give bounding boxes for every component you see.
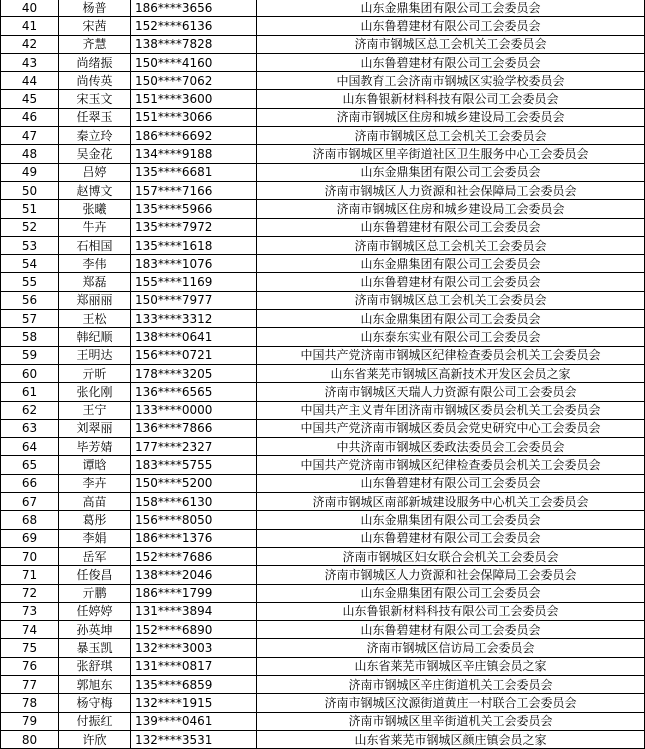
organization-cell: 中国共产党济南市钢城区纪律检查委员会机关工会委员会 <box>257 456 645 474</box>
phone-cell: 183****5755 <box>131 456 257 474</box>
member-name-cell: 石相国 <box>59 236 131 254</box>
member-name-cell: 宋玉文 <box>59 90 131 108</box>
row-index-cell: 62 <box>1 401 59 419</box>
table-row <box>1 639 645 657</box>
phone-cell: 177****2327 <box>131 438 257 456</box>
row-index-cell: 66 <box>1 474 59 492</box>
table-row <box>1 291 645 309</box>
organization-cell: 山东鲁碧建材有限公司工会委员会 <box>257 273 645 291</box>
row-index-cell: 63 <box>1 419 59 437</box>
table-row <box>1 547 645 565</box>
phone-cell: 152****6890 <box>131 621 257 639</box>
member-name-cell: 牛卉 <box>59 218 131 236</box>
organization-cell: 山东鲁银新材料科技有限公司工会委员会 <box>257 602 645 620</box>
organization-cell: 山东鲁碧建材有限公司工会委员会 <box>257 621 645 639</box>
member-name-cell: 吕婷 <box>59 163 131 181</box>
phone-cell: 131****0817 <box>131 657 257 675</box>
row-index-cell: 61 <box>1 383 59 401</box>
organization-cell: 山东金鼎集团有限公司工会委员会 <box>257 0 645 17</box>
table-row <box>1 255 645 273</box>
phone-cell: 132****3003 <box>131 639 257 657</box>
row-index-cell: 71 <box>1 566 59 584</box>
organization-cell: 中国教育工会济南市钢城区实验学校委员会 <box>257 72 645 90</box>
phone-cell: 150****4160 <box>131 53 257 71</box>
table-row <box>1 566 645 584</box>
member-table-body <box>1 0 645 749</box>
member-name-cell: 许欣 <box>59 730 131 748</box>
table-row <box>1 694 645 712</box>
phone-cell: 156****8050 <box>131 511 257 529</box>
member-name-cell: 暴玉凯 <box>59 639 131 657</box>
organization-cell: 济南市钢城区南部新城建设服务中心机关工会委员会 <box>257 493 645 511</box>
phone-cell: 136****7866 <box>131 419 257 437</box>
phone-cell: 156****0721 <box>131 346 257 364</box>
row-index-cell: 58 <box>1 328 59 346</box>
member-name-cell: 李娟 <box>59 529 131 547</box>
row-index-cell: 48 <box>1 145 59 163</box>
phone-cell: 186****3656 <box>131 0 257 17</box>
organization-cell: 济南市钢城区信访局工会委员会 <box>257 639 645 657</box>
phone-cell: 151****3066 <box>131 108 257 126</box>
row-index-cell: 67 <box>1 493 59 511</box>
table-row <box>1 273 645 291</box>
table-row <box>1 529 645 547</box>
member-name-cell: 郑磊 <box>59 273 131 291</box>
row-index-cell: 45 <box>1 90 59 108</box>
table-row <box>1 310 645 328</box>
phone-cell: 183****1076 <box>131 255 257 273</box>
row-index-cell: 74 <box>1 621 59 639</box>
member-name-cell: 张曦 <box>59 200 131 218</box>
row-index-cell: 69 <box>1 529 59 547</box>
organization-cell: 济南市钢城区住房和城乡建设局工会委员会 <box>257 200 645 218</box>
member-name-cell: 高苗 <box>59 493 131 511</box>
row-index-cell: 43 <box>1 53 59 71</box>
table-row <box>1 200 645 218</box>
organization-cell: 济南市钢城区住房和城乡建设局工会委员会 <box>257 108 645 126</box>
row-index-cell: 77 <box>1 675 59 693</box>
phone-cell: 186****1376 <box>131 529 257 547</box>
member-name-cell: 付振红 <box>59 712 131 730</box>
row-index-cell: 76 <box>1 657 59 675</box>
organization-cell: 中国共产主义青年团济南市钢城区委员会机关工会委员会 <box>257 401 645 419</box>
row-index-cell: 52 <box>1 218 59 236</box>
phone-cell: 133****3312 <box>131 310 257 328</box>
organization-cell: 山东鲁碧建材有限公司工会委员会 <box>257 17 645 35</box>
row-index-cell: 41 <box>1 17 59 35</box>
phone-cell: 186****1799 <box>131 584 257 602</box>
row-index-cell: 51 <box>1 200 59 218</box>
phone-cell: 150****7977 <box>131 291 257 309</box>
phone-cell: 186****6692 <box>131 127 257 145</box>
organization-cell: 济南市钢城区辛庄街道机关工会委员会 <box>257 675 645 693</box>
member-name-cell: 尚传英 <box>59 72 131 90</box>
phone-cell: 138****0641 <box>131 328 257 346</box>
organization-cell: 山东省莱芜市钢城区颜庄镇会员之家 <box>257 730 645 748</box>
row-index-cell: 46 <box>1 108 59 126</box>
member-name-cell: 王宁 <box>59 401 131 419</box>
row-index-cell: 65 <box>1 456 59 474</box>
row-index-cell: 79 <box>1 712 59 730</box>
member-name-cell: 杨守梅 <box>59 694 131 712</box>
table-row <box>1 90 645 108</box>
table-row <box>1 72 645 90</box>
table-row <box>1 346 645 364</box>
table-row <box>1 493 645 511</box>
table-row <box>1 218 645 236</box>
phone-cell: 151****3600 <box>131 90 257 108</box>
table-row <box>1 401 645 419</box>
organization-cell: 山东鲁碧建材有限公司工会委员会 <box>257 218 645 236</box>
table-row <box>1 419 645 437</box>
phone-cell: 157****7166 <box>131 181 257 199</box>
member-name-cell: 孙英坤 <box>59 621 131 639</box>
table-row <box>1 474 645 492</box>
phone-cell: 152****7686 <box>131 547 257 565</box>
organization-cell: 济南市钢城区人力资源和社会保障局工会委员会 <box>257 566 645 584</box>
table-row <box>1 328 645 346</box>
row-index-cell: 78 <box>1 694 59 712</box>
table-row <box>1 108 645 126</box>
member-name-cell: 赵博文 <box>59 181 131 199</box>
member-name-cell: 李伟 <box>59 255 131 273</box>
phone-cell: 135****5966 <box>131 200 257 218</box>
phone-cell: 131****3894 <box>131 602 257 620</box>
phone-cell: 178****3205 <box>131 364 257 382</box>
organization-cell: 山东金鼎集团有限公司工会委员会 <box>257 255 645 273</box>
row-index-cell: 60 <box>1 364 59 382</box>
table-row <box>1 730 645 748</box>
member-name-cell: 张化刚 <box>59 383 131 401</box>
phone-cell: 155****1169 <box>131 273 257 291</box>
member-name-cell: 齐慧 <box>59 35 131 53</box>
row-index-cell: 44 <box>1 72 59 90</box>
phone-cell: 139****0461 <box>131 712 257 730</box>
table-row <box>1 127 645 145</box>
organization-cell: 山东鲁银新材料科技有限公司工会委员会 <box>257 90 645 108</box>
row-index-cell: 53 <box>1 236 59 254</box>
row-index-cell: 50 <box>1 181 59 199</box>
organization-cell: 山东金鼎集团有限公司工会委员会 <box>257 163 645 181</box>
table-row <box>1 712 645 730</box>
table-row <box>1 657 645 675</box>
phone-cell: 136****6565 <box>131 383 257 401</box>
organization-cell: 济南市钢城区总工会机关工会委员会 <box>257 35 645 53</box>
member-name-cell: 亓昕 <box>59 364 131 382</box>
row-index-cell: 70 <box>1 547 59 565</box>
member-name-cell: 任翠玉 <box>59 108 131 126</box>
member-name-cell: 亓鹏 <box>59 584 131 602</box>
table-row <box>1 456 645 474</box>
row-index-cell: 73 <box>1 602 59 620</box>
organization-cell: 山东金鼎集团有限公司工会委员会 <box>257 584 645 602</box>
phone-cell: 135****6859 <box>131 675 257 693</box>
member-name-cell: 王松 <box>59 310 131 328</box>
member-name-cell: 葛彤 <box>59 511 131 529</box>
table-row <box>1 584 645 602</box>
table-row <box>1 17 645 35</box>
member-name-cell: 毕芳婧 <box>59 438 131 456</box>
member-name-cell: 郭旭东 <box>59 675 131 693</box>
organization-cell: 济南市钢城区总工会机关工会委员会 <box>257 236 645 254</box>
organization-cell: 山东省莱芜市钢城区辛庄镇会员之家 <box>257 657 645 675</box>
organization-cell: 济南市钢城区人力资源和社会保障局工会委员会 <box>257 181 645 199</box>
member-name-cell: 王明达 <box>59 346 131 364</box>
row-index-cell: 72 <box>1 584 59 602</box>
table-row <box>1 181 645 199</box>
phone-cell: 152****6136 <box>131 17 257 35</box>
organization-cell: 山东鲁碧建材有限公司工会委员会 <box>257 53 645 71</box>
row-index-cell: 56 <box>1 291 59 309</box>
member-name-cell: 尚绪振 <box>59 53 131 71</box>
table-row <box>1 511 645 529</box>
member-name-cell: 秦立玲 <box>59 127 131 145</box>
row-index-cell: 54 <box>1 255 59 273</box>
row-index-cell: 75 <box>1 639 59 657</box>
member-name-cell: 任俊昌 <box>59 566 131 584</box>
member-name-cell: 谭晗 <box>59 456 131 474</box>
organization-cell: 济南市钢城区汶源街道黄庄一村联合工会委员会 <box>257 694 645 712</box>
table-row <box>1 383 645 401</box>
member-name-cell: 韩纪顺 <box>59 328 131 346</box>
table-row <box>1 145 645 163</box>
organization-cell: 济南市钢城区总工会机关工会委员会 <box>257 291 645 309</box>
phone-cell: 138****7828 <box>131 35 257 53</box>
table-row <box>1 236 645 254</box>
organization-cell: 中共济南市钢城区委政法委员会工会委员会 <box>257 438 645 456</box>
phone-cell: 150****7062 <box>131 72 257 90</box>
table-row <box>1 675 645 693</box>
row-index-cell: 55 <box>1 273 59 291</box>
table-row <box>1 163 645 181</box>
member-name-cell: 岳军 <box>59 547 131 565</box>
phone-cell: 158****6130 <box>131 493 257 511</box>
organization-cell: 山东鲁碧建材有限公司工会委员会 <box>257 474 645 492</box>
member-name-cell: 李卉 <box>59 474 131 492</box>
organization-cell: 济南市钢城区天瑞人力资源有限公司工会委员会 <box>257 383 645 401</box>
table-row <box>1 0 645 17</box>
table-row <box>1 621 645 639</box>
organization-cell: 中国共产党济南市钢城区委员会党史研究中心工会委员会 <box>257 419 645 437</box>
organization-cell: 山东金鼎集团有限公司工会委员会 <box>257 511 645 529</box>
phone-cell: 133****0000 <box>131 401 257 419</box>
row-index-cell: 57 <box>1 310 59 328</box>
row-index-cell: 80 <box>1 730 59 748</box>
table-row <box>1 602 645 620</box>
phone-cell: 132****1915 <box>131 694 257 712</box>
row-index-cell: 64 <box>1 438 59 456</box>
phone-cell: 135****7972 <box>131 218 257 236</box>
phone-cell: 135****6681 <box>131 163 257 181</box>
organization-cell: 济南市钢城区总工会机关工会委员会 <box>257 127 645 145</box>
table-row <box>1 364 645 382</box>
table-row <box>1 438 645 456</box>
phone-cell: 132****3531 <box>131 730 257 748</box>
organization-cell: 中国共产党济南市钢城区纪律检查委员会机关工会委员会 <box>257 346 645 364</box>
row-index-cell: 47 <box>1 127 59 145</box>
phone-cell: 134****9188 <box>131 145 257 163</box>
member-name-cell: 吴金花 <box>59 145 131 163</box>
organization-cell: 山东鲁碧建材有限公司工会委员会 <box>257 529 645 547</box>
member-name-cell: 刘翠丽 <box>59 419 131 437</box>
phone-cell: 150****5200 <box>131 474 257 492</box>
organization-cell: 济南市钢城区里辛街道社区卫生服务中心工会委员会 <box>257 145 645 163</box>
row-index-cell: 42 <box>1 35 59 53</box>
table-row <box>1 53 645 71</box>
member-name-cell: 张舒琪 <box>59 657 131 675</box>
member-name-cell: 任婷婷 <box>59 602 131 620</box>
phone-cell: 138****2046 <box>131 566 257 584</box>
row-index-cell: 40 <box>1 0 59 17</box>
row-index-cell: 68 <box>1 511 59 529</box>
organization-cell: 济南市钢城区妇女联合会机关工会委员会 <box>257 547 645 565</box>
table-row <box>1 35 645 53</box>
member-name-cell: 宋茜 <box>59 17 131 35</box>
organization-cell: 济南市钢城区里辛街道机关工会委员会 <box>257 712 645 730</box>
member-name-cell: 郑丽丽 <box>59 291 131 309</box>
row-index-cell: 59 <box>1 346 59 364</box>
phone-cell: 135****1618 <box>131 236 257 254</box>
row-index-cell: 49 <box>1 163 59 181</box>
organization-cell: 山东省莱芜市钢城区高新技术开发区会员之家 <box>257 364 645 382</box>
organization-cell: 山东泰东实业有限公司工会委员会 <box>257 328 645 346</box>
organization-cell: 山东金鼎集团有限公司工会委员会 <box>257 310 645 328</box>
member-name-cell: 杨普 <box>59 0 131 17</box>
